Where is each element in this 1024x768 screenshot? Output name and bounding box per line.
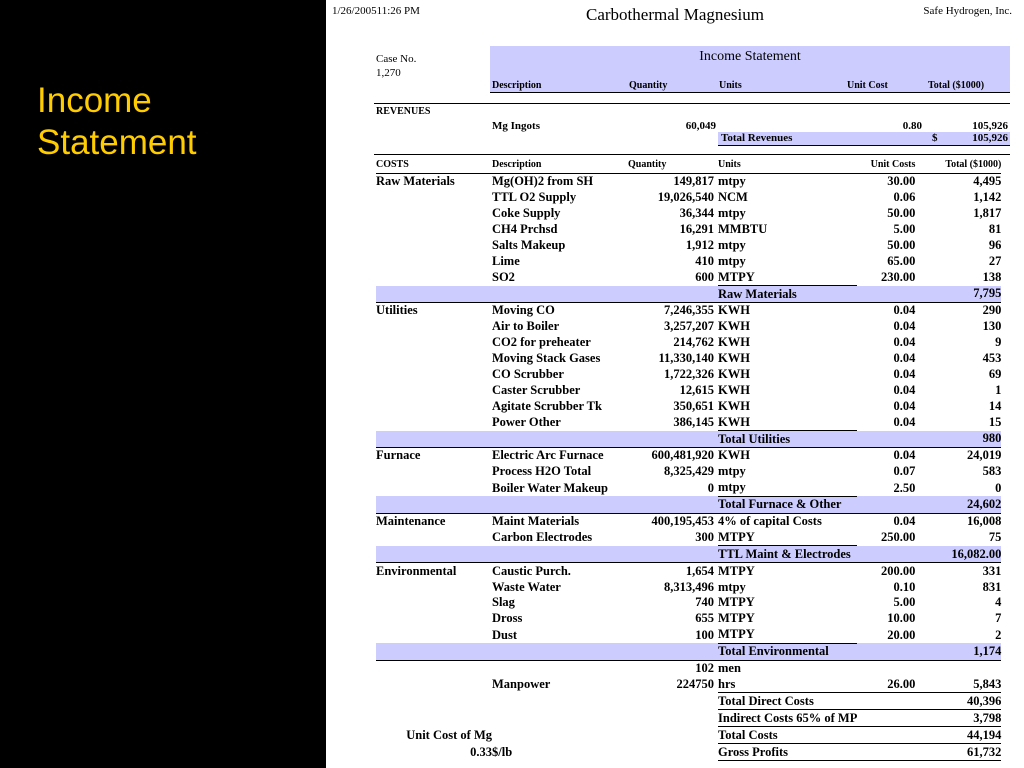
- row-unit-cost: 0.04: [893, 351, 916, 366]
- row-category: [376, 351, 492, 367]
- row-unit-cost: 0.04: [893, 414, 916, 429]
- row-category: [376, 286, 492, 303]
- row-total: 81: [988, 222, 1002, 236]
- row-units: MTPY: [718, 627, 755, 642]
- table-row: [376, 579, 1001, 595]
- row-unit-cost: [857, 660, 915, 676]
- row-description: [492, 286, 628, 303]
- row-quantity: 16,291: [679, 222, 714, 236]
- row-category: [376, 269, 492, 285]
- row-category: [376, 253, 492, 269]
- row-units: MTPY: [718, 529, 755, 544]
- slide-title-line2: Statement: [37, 123, 197, 162]
- row-description: Electric Arc Furnace: [492, 448, 628, 464]
- row-description: Salts Makeup: [492, 237, 566, 252]
- row-total: 96: [988, 237, 1002, 252]
- row-quantity: 7,246,355: [628, 303, 718, 319]
- subtotal-row: [376, 286, 1001, 303]
- table-row: [376, 660, 1001, 676]
- total-revenues-label: Total Revenues: [721, 132, 793, 144]
- table-row: [376, 595, 1001, 611]
- table-row: [376, 513, 1001, 529]
- row-unit-cost: 26.00: [887, 676, 916, 691]
- row-category: [376, 319, 492, 335]
- table-row: [376, 351, 1001, 367]
- row-units: KWH: [718, 382, 750, 397]
- table-row: [376, 398, 1001, 414]
- row-quantity: 0: [707, 480, 714, 495]
- revenue-qty: 60,049: [685, 120, 716, 132]
- row-unit-cost: 0.04: [893, 335, 916, 350]
- row-description: Process H2O Total: [492, 464, 592, 479]
- row-quantity: 11,330,140: [658, 351, 714, 366]
- row-unit-cost: [857, 727, 915, 744]
- table-row: [376, 464, 1001, 480]
- row-category: [376, 643, 492, 660]
- table-row: [376, 727, 1001, 744]
- row-description: CH4 Prchsd: [492, 222, 558, 236]
- row-units: MTPY: [718, 563, 857, 579]
- case-value: 1,270: [376, 67, 401, 79]
- row-description: Dust: [492, 627, 518, 642]
- row-quantity: 12,615: [679, 382, 714, 397]
- row-category: Maintenance: [376, 513, 492, 529]
- row-unit-cost: 65.00: [887, 253, 916, 268]
- row-description: Manpower: [492, 677, 551, 692]
- row-unit-cost: 20.00: [887, 627, 916, 642]
- table-row: [376, 744, 1001, 761]
- table-row: [376, 563, 1001, 579]
- row-units: mtpy: [718, 579, 746, 594]
- row-category: [376, 464, 492, 480]
- row-units: Total Costs: [718, 727, 857, 744]
- row-category: [376, 222, 492, 238]
- row-unit-cost: 50.00: [887, 206, 916, 221]
- cost-rows: [376, 173, 1001, 760]
- row-description: [492, 693, 628, 710]
- row-total: 61,732: [915, 744, 1001, 761]
- row-category: [376, 206, 492, 222]
- row-unit-cost: 250.00: [880, 530, 916, 545]
- row-category: [376, 190, 492, 206]
- subtotal-row: [376, 546, 1001, 563]
- table-row: [376, 237, 1001, 253]
- row-total: 138: [982, 269, 1002, 284]
- row-category: Unit Cost of Mg: [406, 727, 492, 742]
- row-category: [376, 367, 492, 383]
- row-total: 1: [995, 382, 1002, 397]
- col-description: Description: [492, 80, 542, 91]
- row-description: Moving CO: [492, 303, 628, 319]
- row-total: 69: [988, 367, 1002, 382]
- row-description: Lime: [492, 253, 520, 268]
- row-quantity: [628, 710, 718, 727]
- row-unit-cost: 5.00: [893, 222, 916, 236]
- slide-title-line1: Income: [37, 81, 152, 120]
- row-total: 14: [988, 398, 1002, 413]
- print-timestamp: 1/26/200511:26 PM: [332, 5, 420, 17]
- row-category: [376, 382, 492, 398]
- subtotal-row: [376, 643, 1001, 660]
- row-quantity: [628, 643, 718, 660]
- row-category: [376, 710, 492, 727]
- row-description: CO Scrubber: [492, 367, 564, 382]
- row-units: Total Direct Costs: [718, 693, 857, 710]
- row-unit-cost: 0.07: [893, 464, 916, 479]
- costs-col-category: COSTS: [376, 157, 492, 173]
- row-quantity: 600,481,920: [628, 448, 718, 464]
- row-units: KWH: [718, 335, 750, 350]
- row-total: 5,843: [973, 676, 1002, 691]
- revenues-rule-top: [374, 103, 1010, 104]
- company-name: Safe Hydrogen, Inc.: [923, 5, 1012, 17]
- row-category: [376, 595, 492, 611]
- table-row: [376, 448, 1001, 464]
- table-row: [376, 414, 1001, 430]
- table-row: [376, 253, 1001, 269]
- row-description: Caster Scrubber: [492, 382, 581, 397]
- row-total: 7,795: [915, 286, 1001, 303]
- row-category: [376, 480, 492, 496]
- subtotal-row: [376, 496, 1001, 513]
- row-total: 980: [915, 431, 1001, 448]
- row-description: [492, 546, 628, 563]
- row-units: KWH: [718, 398, 750, 413]
- row-total: 9: [995, 335, 1002, 350]
- table-row: [376, 269, 1001, 285]
- row-unit-cost: 0.04: [857, 513, 915, 529]
- row-description: Maint Materials: [492, 513, 628, 529]
- costs-col-quantity: Quantity: [628, 157, 718, 173]
- row-quantity: 224750: [676, 677, 714, 692]
- row-quantity: 8,325,429: [664, 464, 714, 479]
- row-quantity: 400,195,453: [628, 513, 718, 529]
- col-total: Total ($1000): [928, 80, 985, 91]
- revenue-total: 105,926: [972, 120, 1008, 132]
- row-total: 24,602: [915, 496, 1001, 513]
- row-unit-cost: [857, 496, 915, 513]
- row-total: 130: [982, 319, 1002, 334]
- row-description: Dross: [492, 611, 523, 626]
- table-row: [376, 611, 1001, 627]
- row-units: Gross Profits: [718, 744, 857, 761]
- row-unit-cost: 5.00: [893, 595, 916, 610]
- row-category: [376, 335, 492, 351]
- row-description: Boiler Water Makeup: [492, 480, 608, 495]
- row-unit-cost: 230.00: [880, 269, 916, 284]
- row-total: 1,142: [973, 190, 1002, 205]
- revenues-rule-bottom: [718, 145, 1010, 146]
- row-quantity: 350,651: [673, 398, 714, 413]
- row-quantity: 300: [695, 530, 714, 545]
- row-units: KWH: [718, 351, 750, 366]
- case-label: Case No.: [376, 53, 417, 65]
- section-title: Income Statement: [699, 49, 801, 64]
- row-unit-cost: [857, 286, 915, 303]
- total-revenues-currency: $: [932, 132, 938, 144]
- table-row: [376, 335, 1001, 351]
- income-statement-document: [326, 0, 1024, 768]
- row-unit-cost: 2.50: [893, 480, 916, 495]
- row-units: MTPY: [718, 595, 755, 610]
- row-category: [376, 431, 492, 448]
- costs-col-description: Description: [492, 157, 628, 173]
- slide-title: [37, 80, 197, 164]
- row-units: Raw Materials: [718, 286, 857, 303]
- row-total: 16,008: [915, 513, 1001, 529]
- table-row: [376, 367, 1001, 383]
- row-total: [915, 660, 1001, 676]
- row-category: [376, 627, 492, 643]
- row-total: 75: [988, 530, 1002, 545]
- row-unit-cost: 0.10: [893, 579, 916, 594]
- row-units: Indirect Costs 65% of MP: [718, 710, 858, 725]
- table-row: [376, 319, 1001, 335]
- row-units: mtpy: [718, 237, 746, 252]
- row-description: [492, 727, 628, 744]
- row-category: [376, 660, 492, 676]
- row-units: TTL Maint & Electrodes: [718, 546, 857, 563]
- row-units: mtpy: [718, 253, 746, 268]
- row-description: Waste Water: [492, 579, 561, 594]
- row-category: [376, 398, 492, 414]
- row-units: men: [718, 660, 857, 676]
- row-total: 0: [995, 480, 1002, 495]
- row-quantity: [628, 431, 718, 448]
- row-description: CO2 for preheater: [492, 335, 591, 350]
- row-description: $/lb: [492, 744, 513, 759]
- row-units: KWH: [718, 367, 750, 382]
- total-revenues-value: 105,926: [972, 132, 1008, 144]
- row-quantity: 19,026,540: [657, 190, 714, 205]
- row-unit-cost: [857, 643, 915, 660]
- row-quantity: 386,145: [673, 414, 714, 429]
- row-total: 831: [982, 579, 1002, 594]
- col-quantity: Quantity: [629, 80, 668, 91]
- row-units: KWH: [718, 319, 750, 334]
- row-unit-cost: 0.04: [893, 382, 916, 397]
- row-total: 1,174: [915, 643, 1001, 660]
- row-total: 2: [995, 627, 1002, 642]
- row-quantity: 102: [628, 660, 718, 676]
- row-total: 40,396: [915, 693, 1001, 710]
- row-category: Furnace: [376, 448, 492, 464]
- document-title: Carbothermal Magnesium: [586, 5, 764, 24]
- row-units: Total Environmental: [718, 643, 857, 660]
- row-unit-cost: [857, 431, 915, 448]
- row-units: 4% of capital Costs: [718, 513, 857, 529]
- row-total: 290: [915, 303, 1001, 319]
- row-unit-cost: [857, 710, 915, 727]
- row-units: NCM: [718, 190, 748, 205]
- row-category: [376, 529, 492, 545]
- row-quantity: [628, 727, 718, 744]
- row-unit-cost: 50.00: [887, 237, 916, 252]
- row-unit-cost: 10.00: [887, 611, 916, 626]
- row-description: Coke Supply: [492, 206, 561, 221]
- row-category: [376, 677, 492, 693]
- table-row: [376, 173, 1001, 189]
- row-category: [376, 546, 492, 563]
- table-row: [376, 677, 1001, 693]
- row-unit-cost: 0.04: [857, 303, 915, 319]
- row-quantity: 100: [695, 627, 714, 642]
- row-quantity: 149,817: [673, 174, 714, 189]
- row-total: 7: [995, 611, 1002, 626]
- row-total: 331: [915, 563, 1001, 579]
- row-units: MMBTU: [718, 222, 768, 236]
- row-unit-cost: 200.00: [857, 563, 915, 579]
- row-unit-cost: [857, 744, 915, 761]
- row-description: Slag: [492, 595, 515, 610]
- table-row: [376, 529, 1001, 545]
- row-description: Moving Stack Gases: [492, 351, 601, 366]
- row-quantity: [628, 286, 718, 303]
- row-units: KWH: [718, 303, 857, 319]
- costs-col-unit-cost: Unit Costs: [857, 157, 915, 173]
- table-row: [376, 693, 1001, 710]
- row-total: 24,019: [915, 448, 1001, 464]
- row-description: [492, 431, 628, 448]
- row-quantity: 740: [695, 595, 714, 610]
- row-total: 583: [982, 464, 1002, 479]
- row-total: 15: [988, 414, 1002, 429]
- costs-col-total: Total ($1000): [915, 157, 1001, 173]
- costs-header-row: [376, 157, 1001, 173]
- row-category: [376, 414, 492, 430]
- table-row: [376, 222, 1001, 238]
- costs-col-units: Units: [718, 157, 857, 173]
- row-unit-cost: [857, 693, 915, 710]
- row-total: 4,495: [973, 174, 1002, 189]
- row-category: Utilities: [376, 303, 492, 319]
- revenues-label: REVENUES: [376, 106, 431, 117]
- row-quantity: 655: [695, 611, 714, 626]
- row-description: [492, 643, 628, 660]
- row-quantity: 8,313,496: [664, 579, 714, 594]
- row-units: KWH: [718, 448, 857, 464]
- table-row: [376, 480, 1001, 496]
- row-total: 27: [988, 253, 1002, 268]
- row-category: [376, 611, 492, 627]
- row-quantity: [628, 546, 718, 563]
- row-total: 3,798: [915, 710, 1001, 727]
- row-total: 453: [982, 351, 1002, 366]
- costs-rule-top: [374, 154, 1010, 155]
- row-quantity: 3,257,207: [664, 319, 714, 334]
- table-row: [376, 710, 1001, 727]
- row-units: hrs: [718, 676, 736, 691]
- costs-table: [376, 157, 1001, 761]
- row-quantity: 1,912: [685, 237, 714, 252]
- row-units: MTPY: [718, 611, 755, 626]
- header-rule: [490, 92, 1010, 93]
- row-category: 0.33: [470, 744, 492, 759]
- row-category: [376, 579, 492, 595]
- col-units: Units: [719, 80, 742, 91]
- row-total: 1,817: [973, 206, 1002, 221]
- row-description: Power Other: [492, 414, 561, 429]
- row-quantity: 600: [695, 269, 714, 284]
- row-quantity: 1,654: [628, 563, 718, 579]
- subtotal-row: [376, 431, 1001, 448]
- row-total: 4: [995, 595, 1002, 610]
- row-total: 16,082.00: [915, 546, 1001, 563]
- row-unit-cost: 0.04: [893, 398, 916, 413]
- row-quantity: 214,762: [673, 335, 714, 350]
- row-quantity: 1,722,326: [664, 367, 714, 382]
- table-row: [376, 190, 1001, 206]
- row-quantity: 410: [695, 253, 714, 268]
- col-unit-cost: Unit Cost: [847, 80, 888, 91]
- row-unit-cost: 0.04: [893, 367, 916, 382]
- row-units: mtpy: [718, 206, 746, 221]
- row-description: Agitate Scrubber Tk: [492, 398, 602, 413]
- row-description: SO2: [492, 269, 515, 284]
- row-description: [492, 710, 628, 727]
- row-description: TTL O2 Supply: [492, 190, 577, 205]
- row-category: [376, 237, 492, 253]
- row-category: [376, 496, 492, 513]
- row-units: KWH: [718, 414, 750, 429]
- row-description: [492, 660, 628, 676]
- row-units: mtpy: [718, 464, 746, 479]
- row-units: mtpy: [718, 480, 746, 495]
- row-quantity: [628, 693, 718, 710]
- table-row: [376, 627, 1001, 643]
- row-description: Mg(OH)2 from SH: [492, 174, 594, 189]
- table-row: [376, 206, 1001, 222]
- row-total: 44,194: [915, 727, 1001, 744]
- row-unit-cost: 0.04: [893, 319, 916, 334]
- row-units: mtpy: [718, 174, 746, 189]
- table-row: [376, 382, 1001, 398]
- row-unit-cost: 0.04: [857, 448, 915, 464]
- row-quantity: 36,344: [679, 206, 714, 221]
- revenue-unit-cost: 0.80: [902, 120, 922, 132]
- row-description: [492, 496, 628, 513]
- row-description: Air to Boiler: [492, 319, 560, 334]
- row-category: [376, 693, 492, 710]
- row-unit-cost: 30.00: [887, 174, 916, 189]
- row-category: Environmental: [376, 563, 492, 579]
- table-row: [376, 303, 1001, 319]
- row-category: Raw Materials: [376, 174, 455, 189]
- row-quantity: [628, 744, 718, 761]
- row-unit-cost: [857, 546, 915, 563]
- row-units: Total Utilities: [718, 431, 857, 448]
- revenue-item: Mg Ingots: [492, 120, 540, 132]
- row-units: MTPY: [718, 269, 755, 284]
- row-units: Total Furnace & Other: [718, 496, 857, 513]
- row-unit-cost: 0.06: [893, 190, 916, 205]
- row-description: Caustic Purch.: [492, 563, 628, 579]
- row-description: Carbon Electrodes: [492, 530, 593, 545]
- row-quantity: [628, 496, 718, 513]
